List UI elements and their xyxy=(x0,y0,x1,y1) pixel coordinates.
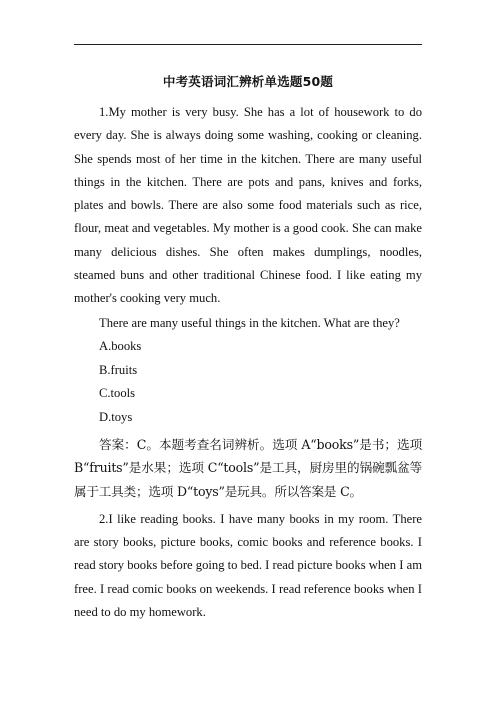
question-1-passage: 1.My mother is very busy. She has a lot of housework to do every day. She is always doing some washing, cooking or cleaning. She spends most of her time in the kitchen. There are many useful things in the kitchen. There are pots and pans, knives and forks, plates and bowls. There are also some food materials such as rice, flour, meat and vegetables. My mother is a good cook. She can make many delicious dishes. She often makes dumplings, noodles, steamed buns and other traditional Chinese food. I like eating my mother's cooking very much. xyxy=(74,105,422,306)
document-body xyxy=(74,101,422,624)
question-2-passage: 2.I like reading books. I have many books in my room. There are story books, picture books, comic books and reference books. I read story books before going to bed. I read picture books when I am free. I read comic books on weekends. I read reference books when I need to do my homework. xyxy=(74,511,422,619)
header-rule xyxy=(74,44,422,45)
option-a: A.books xyxy=(99,339,142,354)
question-1-answer: 答案：C。本题考查名词辨析。选项 A“books”是书；选项 B“fruits”是水果；选项 C“tools”是工具，厨房里的锅碗瓢盆等属于工具类；选项 D“toys”是玩具。所以答案是 C。 xyxy=(74,437,422,499)
option-b: B.fruits xyxy=(99,362,138,377)
question-1-prompt: There are many useful things in the kitchen. What are they? xyxy=(99,315,400,330)
option-c: C.tools xyxy=(99,386,136,401)
option-d: D.toys xyxy=(99,409,133,424)
document-title: 中考英语词汇辨析单选题50题 xyxy=(162,74,334,89)
